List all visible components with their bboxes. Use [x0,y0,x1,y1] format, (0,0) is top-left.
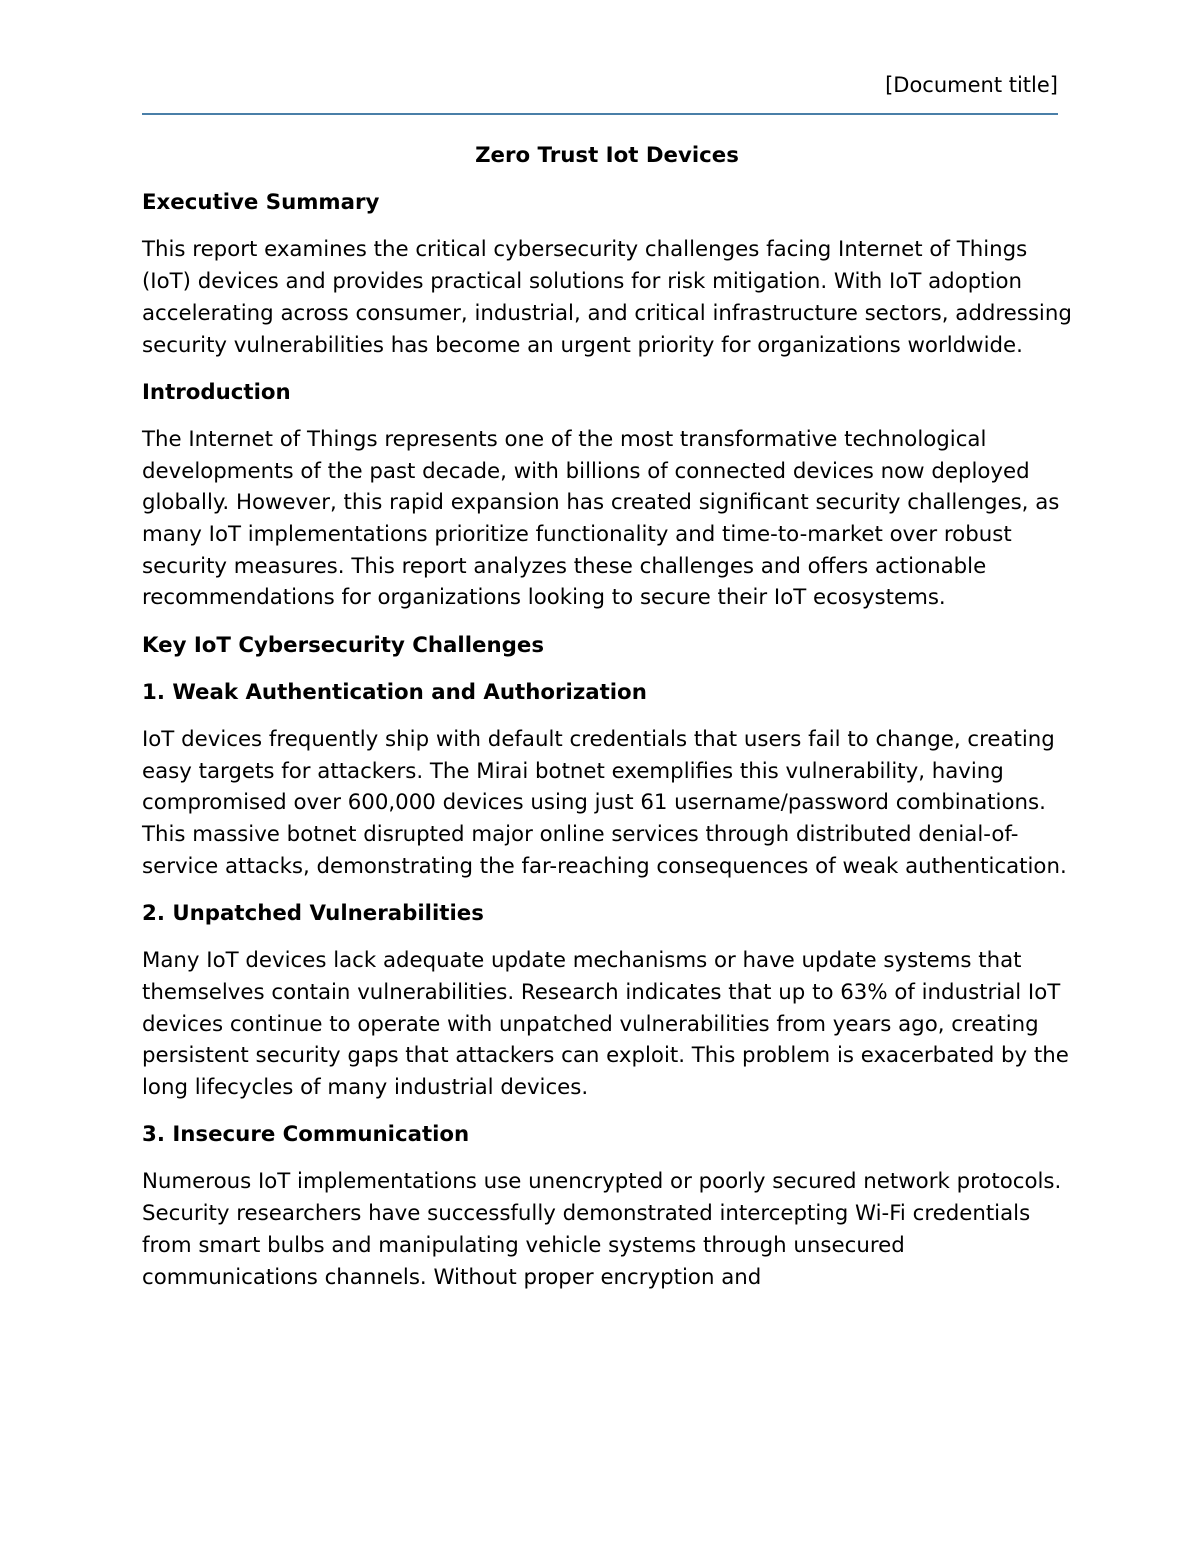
paragraph-weak-authentication: IoT devices frequently ship with default credentials that users fail to change, creating easy targets for attackers. The Mirai botnet exemplifies this vulnerability, having compromised over 600,000 devices using just 61 username/password combinations. This massive botnet disrupted major online services through distributed denial-of-service attacks, demonstrating the far-reaching consequences of weak authentication. [142,727,1067,879]
section-heading-weak-authentication: 1. Weak Authentication and Authorization [142,679,647,705]
section-heading-insecure-communication: 3. Insecure Communication [142,1122,470,1148]
page-header-title: [Document title] [885,73,1058,97]
document-body [142,140,1072,1309]
paragraph-insecure-communication: Numerous IoT implementations use unencrypted or poorly secured network protocols. Security researchers have successfully demonstrated intercepting Wi-Fi credentials from smart bulbs and manipulating vehicle systems through unsecured communications channels. Without proper encryption and [142,1169,1062,1290]
section-heading-key-challenges: Key IoT Cybersecurity Challenges [142,632,544,658]
paragraph-introduction: The Internet of Things represents one of the most transformative technological developments of the past decade, with billions of connected devices now deployed globally. However, this rapid expansion has created significant security challenges, as many IoT implementations prioritize functionality and time-to-market over robust security measures. This report analyzes these challenges and offers actionable recommendations for organizations looking to secure their IoT ecosystems. [142,426,1060,611]
header-rule [142,113,1058,115]
section-heading-executive-summary: Executive Summary [142,190,380,216]
paragraph-executive-summary: This report examines the critical cybersecurity challenges facing Internet of Things (IoT) devices and provides practical solutions for risk mitigation. With IoT adoption accelerating across consumer, industrial, and critical infrastructure sectors, addressing security vulnerabilities has become an urgent priority for organizations worldwide. [142,237,1072,358]
section-heading-introduction: Introduction [142,379,291,405]
section-heading-unpatched-vulnerabilities: 2. Unpatched Vulnerabilities [142,901,484,927]
document-title: Zero Trust Iot Devices [475,143,739,168]
paragraph-unpatched-vulnerabilities: Many IoT devices lack adequate update mechanisms or have update systems that themselves contain vulnerabilities. Research indicates that up to 63% of industrial IoT devices continue to operate with unpatched vulnerabilities from years ago, creating persistent security gaps that attackers can exploit. This problem is exacerbated by the long lifecycles of many industrial devices. [142,948,1069,1101]
